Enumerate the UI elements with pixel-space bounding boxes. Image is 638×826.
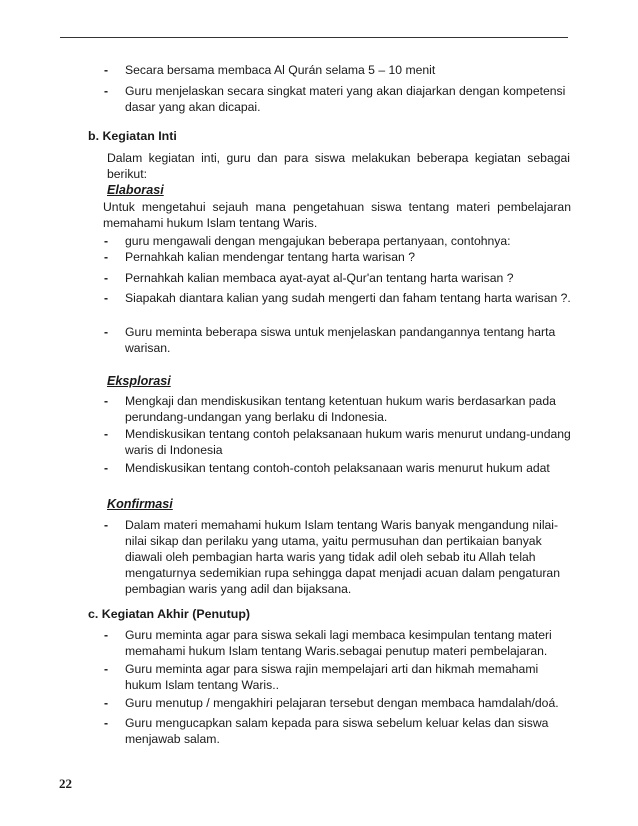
- elaborasi-intro: Untuk mengetahui sejauh mana pengetahuan siswa tentang materi pembelajaran memahami hukum Islam tentang Waris.: [103, 200, 571, 230]
- list-item: - Guru meminta beberapa siswa untuk menjelaskan pandangannya tentang harta warisan.: [104, 324, 574, 356]
- list-item: - Dalam materi memahami hukum Islam tentang Waris banyak mengandung nilai-nilai sikap dan perilaku yang utama, yaitu permusuhan dan pertikaian banyak diawali oleh pembagian harta waris yang tidak adil oleh sebab itu Allah telah mengaturnya sedemikian rupa sehingga dapat menjadi acuan dalam pengaturan pembagian waris yang adil dan bijaksana.: [104, 517, 574, 597]
- section-heading-inti: b. Kegiatan Inti: [88, 129, 177, 143]
- list-item-text: Dalam materi memahami hukum Islam tentang Waris banyak mengandung nilai-nilai sikap dan perilaku yang utama, yaitu permusuhan dan pertikaian banyak diawali oleh pembagian harta waris yang tidak adil oleh sebab itu Allah telah mengaturnya sedemikian rupa sehingga dapat menjadi acuan dalam pengaturan pembagian waris yang adil dan bijaksana.: [125, 518, 560, 596]
- list-item: - Guru menutup / mengakhiri pelajaran tersebut dengan membaca hamdalah/doá.: [104, 695, 574, 711]
- subheading-elaborasi: Elaborasi: [107, 183, 164, 197]
- subheading-konfirmasi: Konfirmasi: [107, 497, 173, 511]
- list-item-text: Siapakah diantara kalian yang sudah mengerti dan faham tentang harta warisan ?.: [125, 291, 571, 305]
- list-item-text: Guru menjelaskan secara singkat materi yang akan diajarkan dengan kompetensi dasar yang akan dicapai.: [125, 84, 566, 114]
- list-item: - Siapakah diantara kalian yang sudah mengerti dan faham tentang harta warisan ?.: [104, 290, 574, 306]
- list-item-text: Secara bersama membaca Al Qurán selama 5 – 10 menit: [125, 63, 436, 77]
- list-item: - Guru meminta agar para siswa rajin mempelajari arti dan hikmah memahami hukum Islam tentang Waris..: [104, 661, 574, 693]
- list-item: - Guru mengucapkan salam kepada para siswa sebelum keluar kelas dan siswa menjawab salam.: [104, 715, 574, 747]
- section-heading-akhir: c. Kegiatan Akhir (Penutup): [88, 607, 251, 621]
- list-item: - Mendiskusikan tentang contoh-contoh pelaksanaan waris menurut hukum adat: [104, 460, 574, 476]
- inti-intro: Dalam kegiatan inti, guru dan para siswa melakukan beberapa kegiatan sebagai berikut:: [107, 151, 570, 181]
- list-item: - Mengkaji dan mendiskusikan tentang ketentuan hukum waris berdasarkan pada perundang-undangan yang berlaku di Indonesia.: [104, 393, 574, 425]
- list-item: - Pernahkah kalian mendengar tentang harta warisan ?: [104, 249, 574, 265]
- list-item-text: Mendiskusikan tentang contoh pelaksanaan hukum waris menurut undang-undang waris di Indonesia: [125, 427, 571, 457]
- list-item-text: Pernahkah kalian membaca ayat-ayat al-Qur'an tentang harta warisan ?: [125, 271, 514, 285]
- list-item: - Guru meminta agar para siswa sekali lagi membaca kesimpulan tentang materi memahami hukum Islam tentang Waris.sebagai penutup materi pembelajaran.: [104, 627, 574, 659]
- list-item-text: Guru meminta agar para siswa rajin mempelajari arti dan hikmah memahami hukum Islam tentang Waris..: [125, 662, 539, 692]
- list-item-text: Guru meminta agar para siswa sekali lagi membaca kesimpulan tentang materi memahami hukum Islam tentang Waris.sebagai penutup materi pembelajaran.: [125, 628, 552, 658]
- list-item-text: Mengkaji dan mendiskusikan tentang ketentuan hukum waris berdasarkan pada perundang-undangan yang berlaku di Indonesia.: [125, 394, 556, 424]
- list-item: - Mendiskusikan tentang contoh pelaksanaan hukum waris menurut undang-undang waris di Indonesia: [104, 426, 574, 458]
- list-item: - guru mengawali dengan mengajukan beberapa pertanyaan, contohnya:: [104, 233, 574, 249]
- list-item: - Secara bersama membaca Al Qurán selama 5 – 10 menit: [104, 62, 574, 78]
- subheading-eksplorasi: Eksplorasi: [107, 374, 171, 388]
- page-number: 22: [59, 776, 72, 791]
- list-item-text: Guru mengucapkan salam kepada para siswa sebelum keluar kelas dan siswa menjawab salam.: [125, 716, 549, 746]
- list-item-text: guru mengawali dengan mengajukan beberapa pertanyaan, contohnya:: [125, 234, 511, 248]
- list-item-text: Pernahkah kalian mendengar tentang harta warisan ?: [125, 250, 415, 264]
- top-rule: [60, 37, 568, 38]
- list-item-text: Guru menutup / mengakhiri pelajaran tersebut dengan membaca hamdalah/doá.: [125, 696, 559, 710]
- list-item-text: Guru meminta beberapa siswa untuk menjelaskan pandangannya tentang harta warisan.: [125, 325, 556, 355]
- list-item: - Pernahkah kalian membaca ayat-ayat al-Qur'an tentang harta warisan ?: [104, 270, 574, 286]
- list-item-text: Mendiskusikan tentang contoh-contoh pelaksanaan waris menurut hukum adat: [125, 461, 550, 475]
- list-item: - Guru menjelaskan secara singkat materi yang akan diajarkan dengan kompetensi dasar yang akan dicapai.: [104, 83, 574, 115]
